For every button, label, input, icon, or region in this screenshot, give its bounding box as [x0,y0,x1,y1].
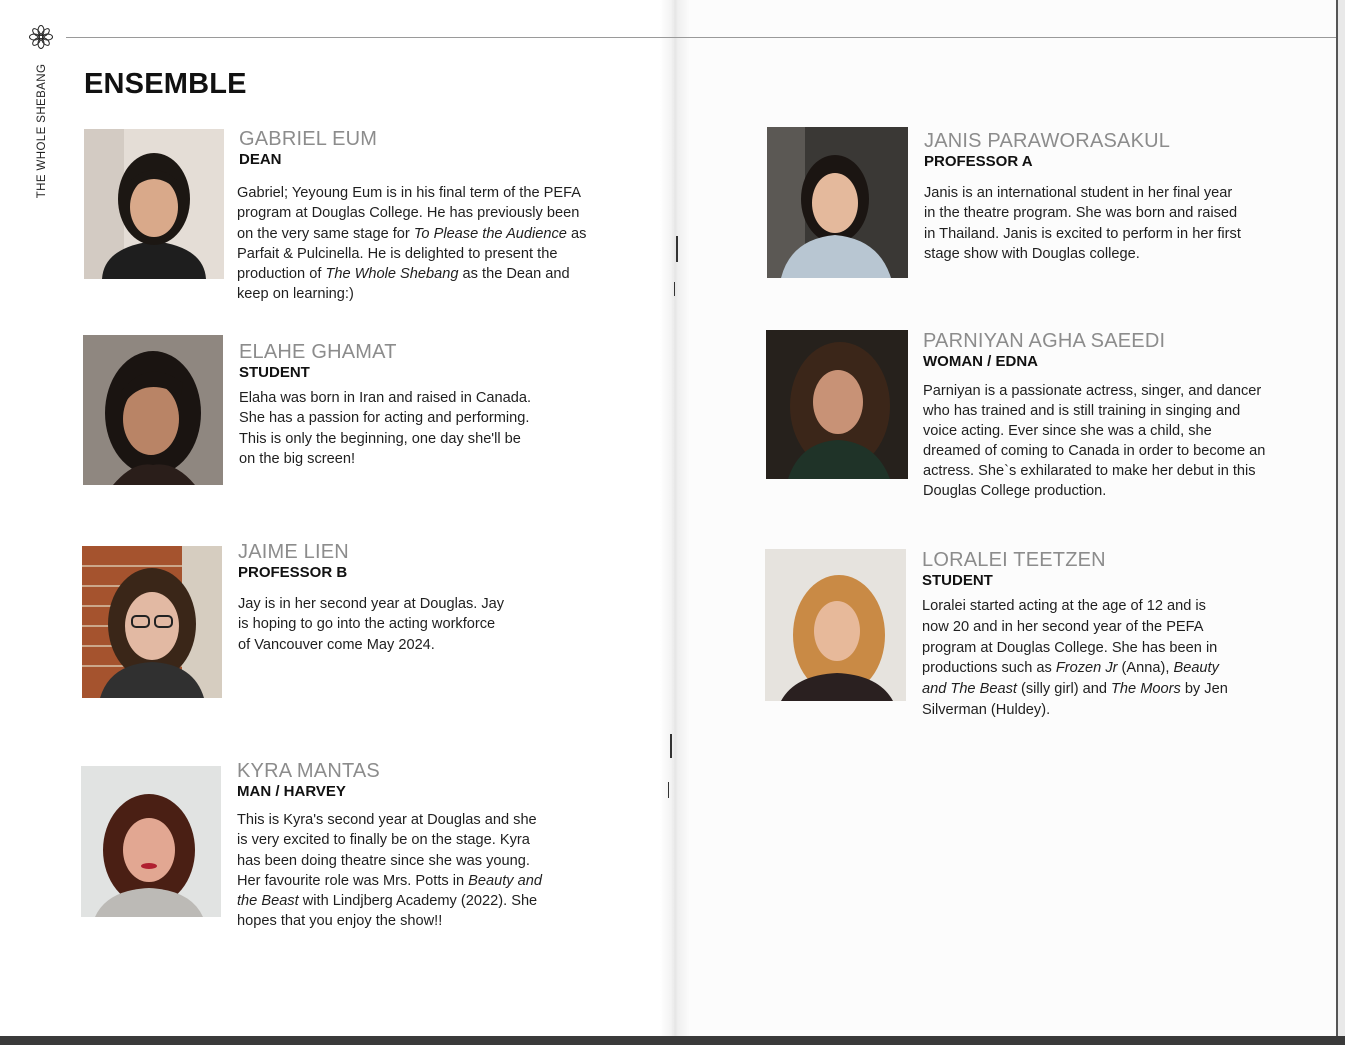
bio-text-run: Parniyan is a passionate actress, singer, and dancer who has trained and is still training in singing and voice acting. Ever since she was a child, she dreamed of coming to Canada in order to become an actress. She`s exhilarated to make her debut in this Douglas College production. [923,383,1266,500]
gutter-mark [668,782,669,798]
cast-bio-text [923,381,1323,502]
bio-title-italic: Beauty and The Beast [922,660,1219,698]
cast-bio-text [922,596,1322,721]
cast-name: LORALEI TEETZEN [922,549,1106,571]
cast-name: JANIS PARAWORASAKUL [924,130,1171,152]
gutter-mark [670,734,672,758]
bio-text-run: Janis is an international student in her final year in the theatre program. She was born and raised in Thailand. Janis is excited to perform in her first stage show with Douglas college. [924,185,1241,262]
header-rule [66,37,1336,38]
cast-bio-kyra-mantas [237,760,617,932]
cast-name: KYRA MANTAS [237,760,380,782]
cast-bio-text [237,183,619,305]
cast-bio-text [239,388,619,469]
cast-role: STUDENT [239,364,310,381]
bio-title-italic: The Whole Shebang [325,266,459,283]
gutter-mark [674,282,675,296]
bio-text-run: with Lindjberg Academy (2022). She hopes that you enjoy the show!! [237,893,538,930]
headshot-gabriel-eum [84,129,224,279]
bio-text-run: This is Kyra's second year at Douglas and she is very excited to finally be on the stage. Kyra has been doing theatre since she was young. Her favourite role was Mrs. Potts in [237,812,537,889]
running-header: THE WHOLE SHEBANG [36,63,48,199]
bio-title-italic: The Moors [1111,681,1181,698]
cast-bio-gabriel-eum [239,128,619,305]
bio-text-run: Gabriel; Yeyoung Eum is in his final term of the PEFA program at Douglas College. He has previously been on the very same stage for [237,185,581,242]
bio-text-run: Loralei started acting at the age of 12 and is now 20 and in her second year of the PEFA program at Douglas College. She has been in productions such as [922,598,1218,677]
bio-text-run: (silly girl) and [1016,681,1112,698]
bio-text-run: (Anna), [1117,660,1174,677]
bio-text-run: as the Dean and keep on learning:) [237,266,570,303]
cast-bio-text [238,594,618,655]
bio-text-run: as Parfait & Pulcinella. He is delighted to present the production of [237,225,587,283]
page-right-edge [1336,0,1345,1045]
cast-role: PROFESSOR A [924,153,1033,170]
gutter-mark [676,236,678,262]
flower-logo-icon [28,24,54,50]
bio-title-italic: To Please the Audience [413,225,567,242]
cast-bio-elahe-ghamat [239,341,619,469]
cast-name: ELAHE GHAMAT [239,341,397,363]
headshot-janis-paraworasakul [767,127,908,278]
bio-text-run: Elaha was born in Iran and raised in Canada. She has a passion for acting and performing. This is only the beginning, one day she'll be on the big screen! [239,390,532,467]
cast-role: DEAN [239,151,282,168]
bio-text-run: by Jen Silverman (Huldey). [922,681,1228,718]
headshot-parniyan-agha-saeedi [766,330,908,479]
bio-text-run: Jay is in her second year at Douglas. Jay is hoping to go into the acting workforce of Vancouver come May 2024. [238,596,505,653]
page-gutter [660,0,690,1045]
bio-title-italic: Frozen Jr [1055,660,1118,677]
cast-name: GABRIEL EUM [239,128,378,150]
headshot-loralei-teetzen [765,549,906,701]
cast-bio-loralei-teetzen [922,549,1322,721]
headshot-elahe-ghamat [83,335,223,485]
headshot-jaime-lien [82,546,222,698]
cast-role: MAN / HARVEY [237,783,346,800]
cast-bio-jaime-lien [238,541,618,655]
cast-bio-janis-paraworasakul [924,130,1324,264]
cast-role: WOMAN / EDNA [923,353,1038,370]
bio-title-italic: Beauty and the Beast [237,872,542,910]
cast-bio-text [924,183,1324,264]
cast-name: JAIME LIEN [238,541,349,563]
cast-role: PROFESSOR B [238,564,348,581]
page-bottom-edge [0,1036,1345,1045]
section-title: ENSEMBLE [84,68,247,100]
cast-role: STUDENT [922,572,993,589]
cast-name: PARNIYAN AGHA SAEEDI [923,330,1166,352]
cast-bio-text [237,810,617,932]
headshot-kyra-mantas [81,766,221,917]
cast-bio-parniyan-agha-saeedi [923,330,1323,502]
